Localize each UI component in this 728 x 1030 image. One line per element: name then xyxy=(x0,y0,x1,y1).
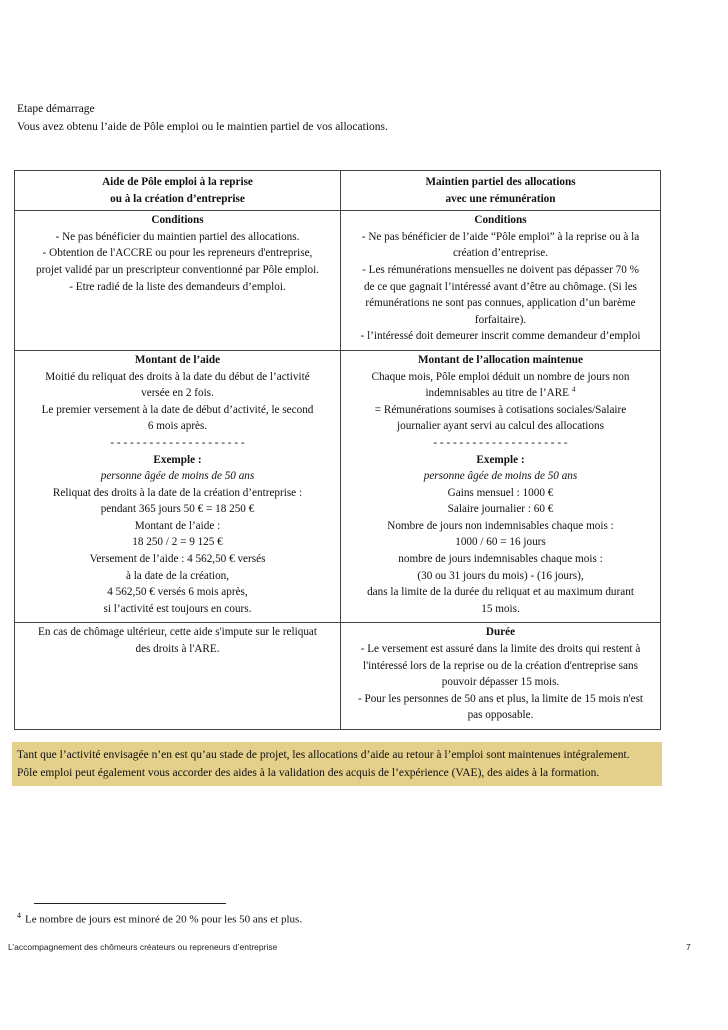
note-line: Pôle emploi peut également vous accorder des aides à la validation des acquis de l’expérience (VAE), des aides à la formation. xyxy=(17,767,600,779)
cell-text-line: versée en 2 fois. xyxy=(141,387,214,400)
header-left xyxy=(15,171,341,211)
conditions-row xyxy=(15,211,661,351)
cell-text-line: Gains mensuel : 1000 € xyxy=(447,486,554,499)
table-header-row xyxy=(15,171,661,211)
cell-text-line: projet validé par un prescripteur conventionné par Pôle emploi. xyxy=(35,263,319,276)
cell-text-line: 18 250 / 2 = 9 125 € xyxy=(132,536,223,549)
cell-text-line: - Le versement est assuré dans la limite des droits qui restent à xyxy=(360,643,641,656)
cell-text-line: - - - - - - - - - - - - - - - - - - - - - xyxy=(110,436,245,449)
conditions-right-cell xyxy=(341,211,661,351)
footnote-divider xyxy=(34,903,226,904)
cell-text-line: pouvoir dépasser 15 mois. xyxy=(441,676,560,689)
header-right xyxy=(341,171,661,211)
header-left-line: ou à la création d’entreprise xyxy=(110,192,245,205)
cell-text-line: forfaitaire). xyxy=(474,313,527,326)
cell-text-line: = Rémunérations soumises à cotisations sociales/Salaire xyxy=(374,403,627,416)
cell-text-line: 4 562,50 € versés 6 mois après, xyxy=(107,586,248,599)
cell-text-line: de ce que gagnait l’intéressé avant d’être au chômage. (Si les xyxy=(363,280,638,293)
footnote-number: 4 xyxy=(17,911,21,920)
cell-text-line: dans la limite de la durée du reliquat et au maximum durant xyxy=(367,586,634,599)
section-heading: Conditions xyxy=(151,214,204,227)
note-line: Tant que l’activité envisagée n’en est qu’au stade de projet, les allocations d’aide au retour à l’emploi sont maintenues intégralement. xyxy=(17,749,630,761)
montant-row xyxy=(15,350,661,623)
step-subtitle: Vous avez obtenu l’aide de Pôle emploi ou le maintien partiel de vos allocations. xyxy=(17,121,388,133)
section-heading: Exemple : xyxy=(153,453,202,466)
page-footer: L’accompagnement des chômeurs créateurs ou repreneurs d’entreprise xyxy=(8,942,278,952)
duree-row xyxy=(15,623,661,730)
cell-text-line: - Ne pas bénéficier du maintien partiel des allocations. xyxy=(55,230,300,243)
cell-text-line: Le premier versement à la date de début d’activité, le second xyxy=(41,403,314,416)
cell-text-line: - - - - - - - - - - - - - - - - - - - - - xyxy=(433,436,568,449)
duree-left-cell xyxy=(15,623,341,730)
cell-text-line: En cas de chômage ultérieur, cette aide s'impute sur le reliquat xyxy=(38,626,317,639)
header-right-line: Maintien partiel des allocations xyxy=(425,176,576,188)
cell-text-line: si l’activité est toujours en cours. xyxy=(103,602,252,615)
cell-text-line: - Obtention de l'ACCRE ou pour les repreneurs d'entreprise, xyxy=(42,247,313,260)
cell-text-line: pas opposable. xyxy=(467,709,534,722)
cell-text-line: - Les rémunérations mensuelles ne doivent pas dépasser 70 % xyxy=(362,263,639,276)
step-title: Etape démarrage xyxy=(17,103,95,115)
cell-text-line: l'intéressé lors de la reprise ou de la création d'entreprise sans xyxy=(363,659,638,672)
cell-text-line: des droits à l'ARE. xyxy=(135,643,220,656)
cell-text-line: 15 mois. xyxy=(481,602,520,615)
cell-text-line: à la date de la création, xyxy=(125,569,230,582)
cell-text-line: - Pour les personnes de 50 ans et plus, la limite de 15 mois n'est xyxy=(357,692,644,705)
cell-text-line: Moitié du reliquat des droits à la date du début de l’activité xyxy=(45,370,310,383)
cell-text-line: journalier ayant servi au calcul des allocations xyxy=(397,420,604,433)
cell-text-line-with-ref xyxy=(344,385,657,402)
cell-text-line: rémunérations ne sont pas connues, application d’un barème xyxy=(365,297,636,310)
cell-text-line: Montant de l’aide : xyxy=(134,519,221,532)
header-right-line: avec une rémunération xyxy=(445,192,556,205)
section-heading: Montant de l’aide xyxy=(134,353,221,366)
section-heading: Durée xyxy=(485,626,516,639)
cell-text-line: nombre de jours indemnisables chaque mois : xyxy=(398,553,603,566)
cell-text-line: (30 ou 31 jours du mois) - (16 jours), xyxy=(417,569,584,582)
montant-right-cell xyxy=(341,350,661,623)
cell-text-line: indemnisables au titre de l’ARE xyxy=(425,387,569,400)
comparison-table xyxy=(14,170,661,730)
footnote xyxy=(17,909,302,927)
cell-text-line: Reliquat des droits à la date de la création d’entreprise : xyxy=(52,486,303,499)
cell-text-line: Nombre de jours non indemnisables chaque mois : xyxy=(387,519,614,532)
cell-text-line: - l’intéressé doit demeurer inscrit comme demandeur d’emploi xyxy=(360,330,641,343)
cell-text-line: - Ne pas bénéficier de l’aide “Pôle emploi” à la reprise ou à la xyxy=(361,230,640,243)
section-heading: Exemple : xyxy=(476,453,525,466)
cell-text-line: personne âgée de moins de 50 ans xyxy=(100,470,255,483)
cell-text-line: - Etre radié de la liste des demandeurs d’emploi. xyxy=(69,280,286,293)
cell-text-line: pendant 365 jours 50 € = 18 250 € xyxy=(100,503,255,516)
cell-text-line: 1000 / 60 = 16 jours xyxy=(455,536,546,549)
section-heading: Conditions xyxy=(474,214,527,227)
cell-text-line: 6 mois après. xyxy=(147,420,208,433)
cell-text-line: création d’entreprise. xyxy=(452,247,549,260)
highlight-note xyxy=(12,742,662,786)
header-left-line: Aide de Pôle emploi à la reprise xyxy=(102,176,253,188)
cell-text-line: Chaque mois, Pôle emploi déduit un nombre de jours non xyxy=(371,370,630,383)
duree-right-cell xyxy=(341,623,661,730)
page-number: 7 xyxy=(686,942,691,952)
cell-text-line: Salaire journalier : 60 € xyxy=(447,503,554,516)
cell-text-line: Versement de l’aide : 4 562,50 € versés xyxy=(89,553,266,566)
cell-text-line: personne âgée de moins de 50 ans xyxy=(423,470,578,483)
montant-left-cell xyxy=(15,350,341,623)
footnote-text: Le nombre de jours est minoré de 20 % pour les 50 ans et plus. xyxy=(25,913,303,926)
section-heading: Montant de l’allocation maintenue xyxy=(417,353,583,366)
intro xyxy=(17,100,388,136)
footnote-ref: 4 xyxy=(571,384,576,394)
conditions-left-cell xyxy=(15,211,341,351)
